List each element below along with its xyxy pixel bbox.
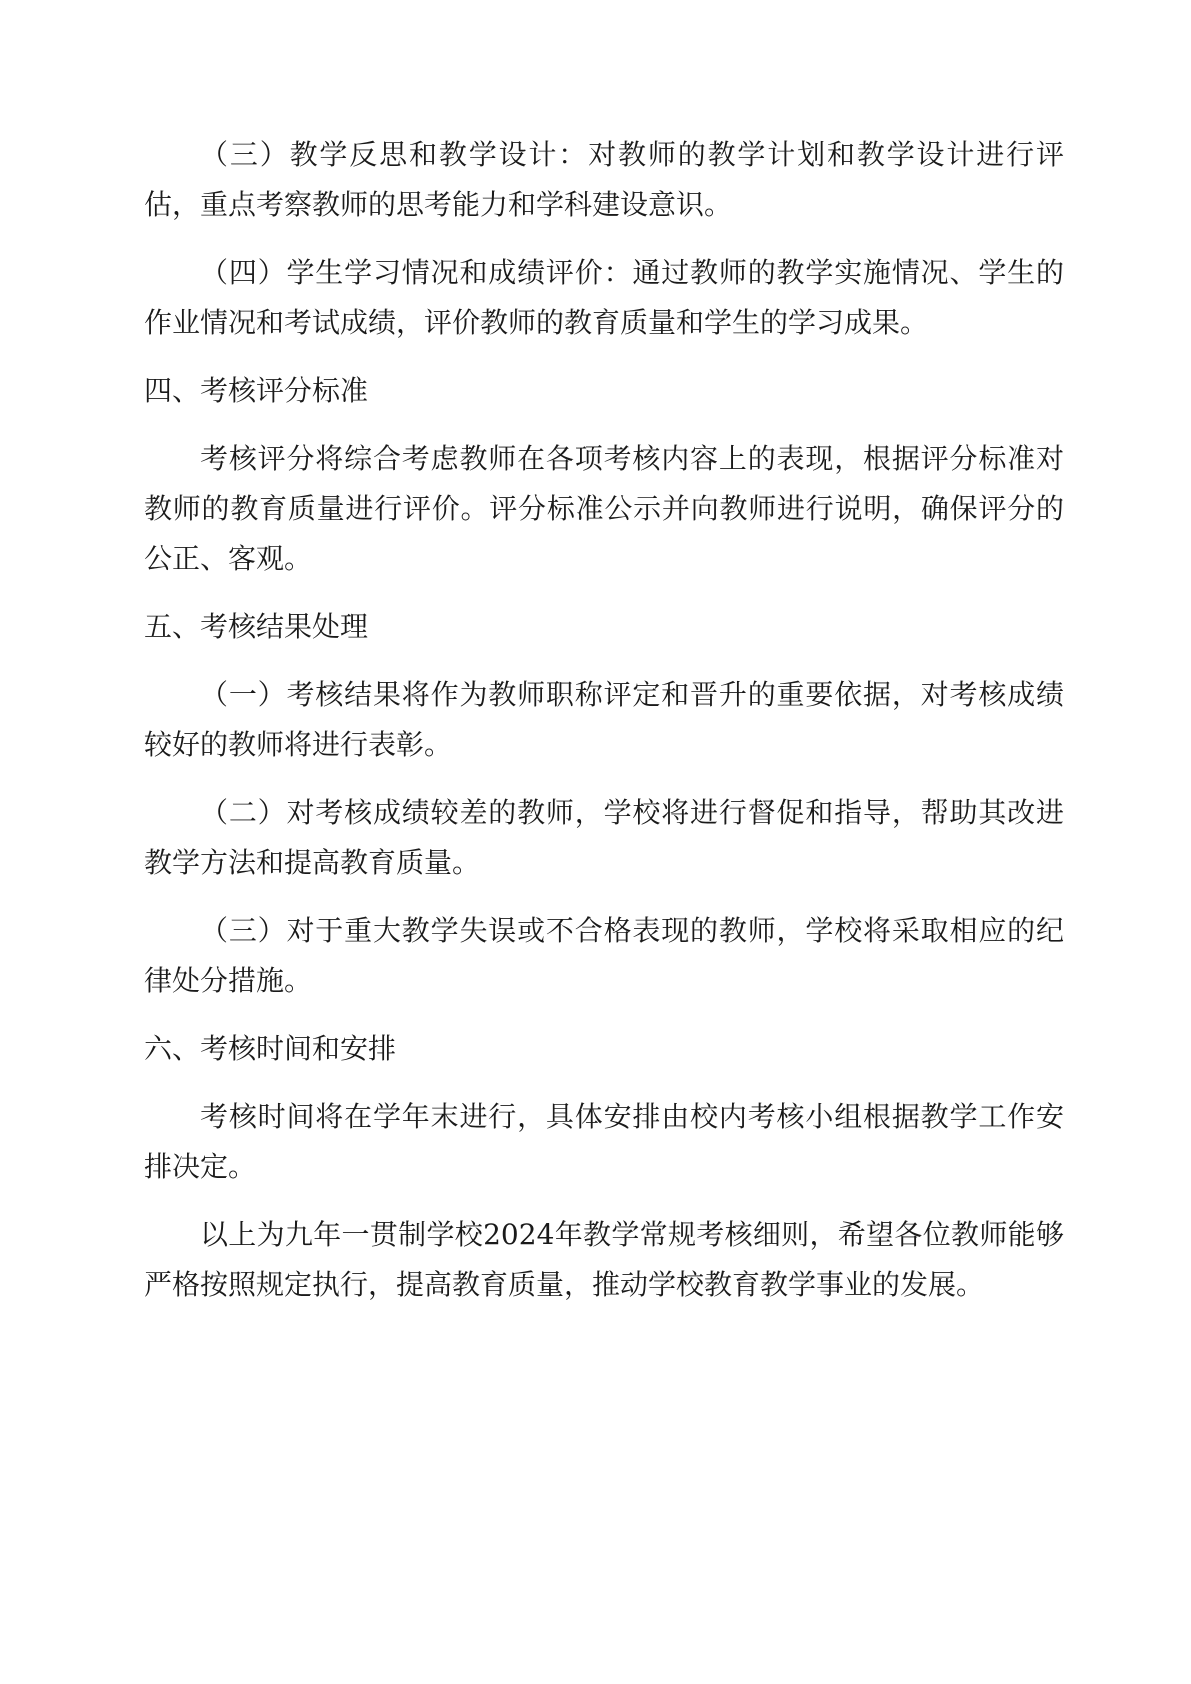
- paragraph-closing: 以上为九年一贯制学校2024年教学常规考核细则，希望各位教师能够严格按照规定执行，提高教育质量，推动学校教育教学事业的发展。: [144, 1218, 1064, 1301]
- paragraph-student-learning: （四）学生学习情况和成绩评价：通过教师的教学实施情况、学生的作业情况和考试成绩，评价教师的教育质量和学生的学习成果。: [144, 256, 1064, 339]
- document-body: [144, 130, 1064, 1328]
- paragraph-result-three: （三）对于重大教学失误或不合格表现的教师，学校将采取相应的纪律处分措施。: [144, 914, 1064, 997]
- paragraph-teaching-reflection: （三）教学反思和教学设计：对教师的教学计划和教学设计进行评估，重点考察教师的思考能力和学科建设意识。: [144, 138, 1064, 221]
- heading-schedule: 六、考核时间和安排: [144, 1032, 397, 1065]
- paragraph-result-two: （二）对考核成绩较差的教师，学校将进行督促和指导，帮助其改进教学方法和提高教育质量。: [144, 796, 1064, 879]
- paragraph-scoring-standards: 考核评分将综合考虑教师在各项考核内容上的表现，根据评分标准对教师的教育质量进行评价。评分标准公示并向教师进行说明，确保评分的公正、客观。: [144, 442, 1064, 575]
- heading-scoring-standards: 四、考核评分标准: [144, 374, 369, 407]
- heading-result-handling: 五、考核结果处理: [144, 610, 369, 643]
- paragraph-result-one: （一）考核结果将作为教师职称评定和晋升的重要依据，对考核成绩较好的教师将进行表彰。: [144, 678, 1064, 761]
- paragraph-schedule: 考核时间将在学年末进行，具体安排由校内考核小组根据教学工作安排决定。: [144, 1100, 1064, 1183]
